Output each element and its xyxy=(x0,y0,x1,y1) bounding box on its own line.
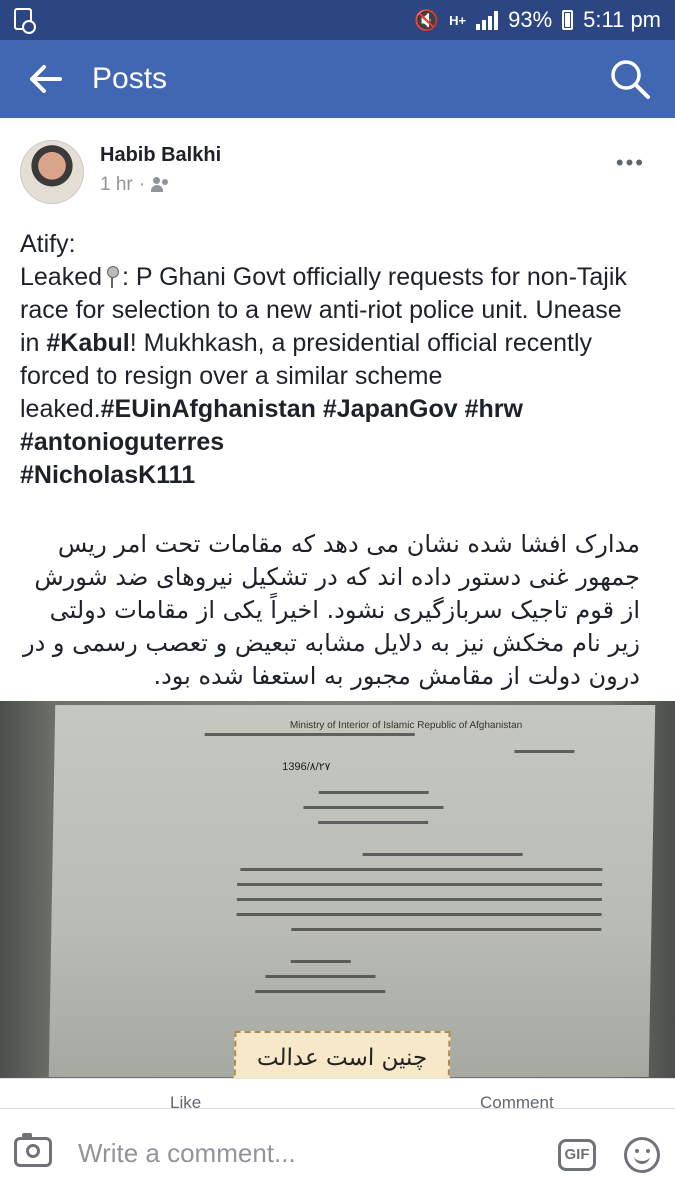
post-text-english xyxy=(20,228,640,492)
hashtag-antonioguterres[interactable]: #antonioguterres xyxy=(20,428,225,456)
comment-input[interactable] xyxy=(78,1138,498,1169)
post-text-persian: مدارک افشا شده نشان می دهد که مقامات تحت امر ریس جمهور غنی دستور داده اند که در تشکیل نیروهای ضد شورش از قوم تاجیک سربازگیری نشود. اخیراً یکی از مقامات دولتی زیر نام مخکش نیز به دلایل مشابه تبعیض و تعصب رسمی و در درون دولت از مقامش مجبور به استعفا شده بود. xyxy=(23,530,640,690)
document-line xyxy=(291,960,351,963)
post-actions xyxy=(0,1078,675,1108)
document-line xyxy=(319,791,429,794)
document-line xyxy=(291,928,601,931)
gif-button[interactable]: GIF xyxy=(558,1139,596,1171)
app-bar xyxy=(0,40,675,118)
pushpin-emoji-icon xyxy=(104,266,120,288)
document-line xyxy=(237,913,602,916)
status-indicators xyxy=(414,6,661,34)
document-line xyxy=(237,898,602,901)
screen-recorder-icon xyxy=(14,8,32,30)
post-time[interactable]: 1 hr xyxy=(100,174,133,195)
mute-icon: 🔇 xyxy=(414,9,440,32)
document-line xyxy=(514,750,574,753)
back-arrow-icon[interactable] xyxy=(28,62,64,96)
document-line xyxy=(255,990,385,993)
hashtag-japangov[interactable]: #JapanGov xyxy=(322,395,458,423)
leaked-document xyxy=(49,705,655,1077)
battery-icon xyxy=(562,10,573,30)
document-line xyxy=(318,821,428,824)
author-name[interactable]: Habib Balkhi xyxy=(100,144,222,166)
document-line xyxy=(205,733,415,736)
document-line xyxy=(240,868,602,871)
search-icon[interactable] xyxy=(609,58,651,100)
emoji-icon[interactable] xyxy=(624,1137,660,1173)
post-meta xyxy=(100,174,171,196)
post-intro: Atify: xyxy=(20,230,76,258)
signal-icon xyxy=(476,10,498,30)
post-photo[interactable] xyxy=(0,701,675,1078)
author-avatar[interactable] xyxy=(20,140,84,204)
hashtag-euinafghanistan[interactable]: #EUinAfghanistan xyxy=(100,395,316,423)
hashtag-hrw[interactable]: #hrw xyxy=(464,395,523,423)
post-body-part1: : P Ghani Govt officially requests for non-Tajik race for selection to a new anti-riot police unit. Unease in xyxy=(20,263,627,357)
hashtag-nicholask111[interactable]: #NicholasK111 xyxy=(20,461,196,489)
clock: 5:11 pm xyxy=(583,7,661,32)
document-header: Ministry of Interior of Islamic Republic of Afghanistan xyxy=(289,720,523,731)
document-line xyxy=(303,806,443,809)
document-date: 1396/۸/۲۷ xyxy=(282,761,331,773)
status-bar xyxy=(0,0,675,40)
like-button[interactable]: Like xyxy=(170,1093,202,1108)
comment-composer xyxy=(0,1108,675,1201)
post-body xyxy=(20,261,640,492)
page-title: Posts xyxy=(92,62,168,95)
comment-button[interactable]: Comment xyxy=(480,1093,554,1108)
justice-caption: چنین است عدالت xyxy=(234,1031,451,1078)
post-card xyxy=(0,118,675,1108)
leaked-word: Leaked xyxy=(20,263,103,291)
friends-audience-icon xyxy=(151,177,171,193)
battery-percent: 93% xyxy=(508,7,553,32)
document-line xyxy=(237,883,602,886)
hashtag-kabul[interactable]: #Kabul xyxy=(46,329,130,357)
camera-icon[interactable] xyxy=(14,1137,52,1167)
post-body-part2: ! Mukhkash, a presidential official recently forced to resign over a similar scheme leaked. xyxy=(20,329,593,423)
network-type: H+ xyxy=(449,12,467,28)
document-line xyxy=(265,975,375,978)
document-line xyxy=(363,853,523,856)
meta-separator: · xyxy=(138,174,146,195)
more-options-icon[interactable]: ••• xyxy=(615,150,645,175)
